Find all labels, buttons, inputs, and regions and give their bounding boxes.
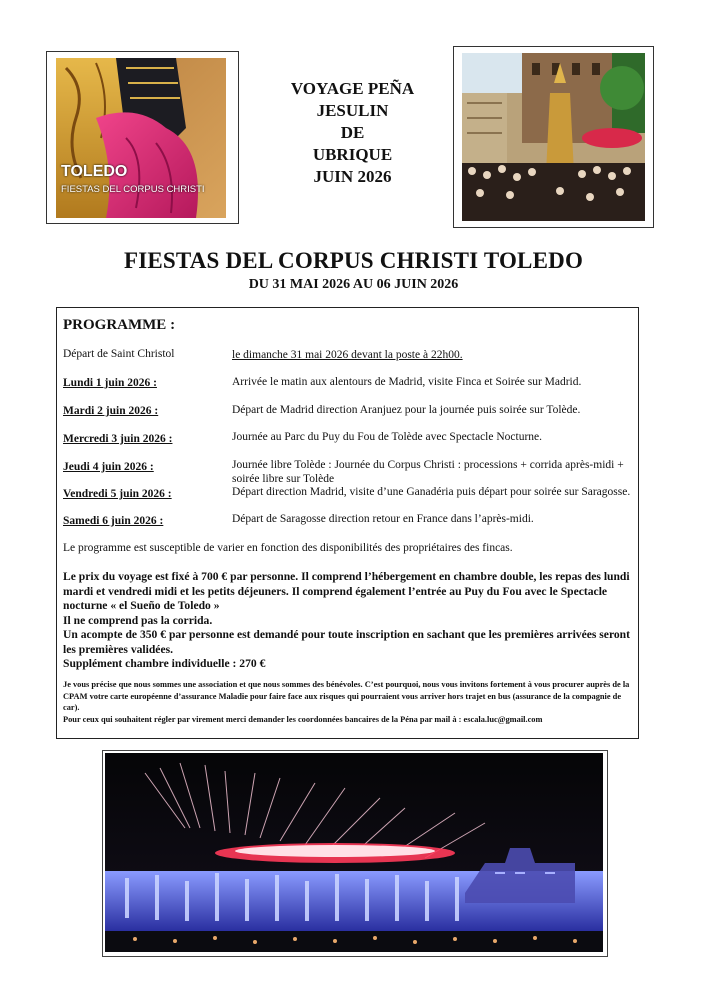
schedule-text: le dimanche 31 mai 2026 devant la poste à 22h00.: [232, 349, 463, 361]
trip-title-line: JUIN 2026: [313, 167, 392, 186]
schedule-label: Mercredi 3 juin 2026 :: [63, 433, 173, 445]
schedule-label: Jeudi 4 juin 2026 :: [63, 461, 154, 473]
schedule-label: Vendredi 5 juin 2026 :: [63, 488, 172, 500]
schedule-text: Départ de Saragosse direction retour en France dans l’après-midi.: [232, 513, 534, 525]
photo-caption: FIESTAS DEL CORPUS CHRISTI: [61, 184, 205, 195]
price-paragraph: Supplément chambre individuelle : 270 €: [63, 657, 266, 670]
schedule-label: Samedi 6 juin 2026 :: [63, 515, 164, 527]
schedule-label: Mardi 2 juin 2026 :: [63, 405, 159, 417]
photo-city-label: TOLEDO: [61, 163, 128, 180]
trip-title-line: UBRIQUE: [312, 145, 393, 164]
procession-image: [462, 53, 645, 221]
programme-note: Le programme est susceptible de varier en fonction des disponibilités des propriétaires des fincas.: [63, 542, 513, 554]
price-paragraph: Le prix du voyage est fixé à 700 € par personne. Il comprend l’hébergement en chambre double, les repas des lundi mardi et vendredi midi et les petits déjeuners. Il comprend également l’entrée au Puy du Fou avec le Spectacle nocturne « el Sueño de Toledo »: [63, 570, 630, 612]
fine-paragraph: Je vous précise que nous sommes une association et que nous sommes des bénévoles. C’est pourquoi, nous vous invitons fortement à vous procurer auprès de la CPAM votre carte européenne d’assurance Maladie pour faire face aux risques qui pourraient vous arriver hors trajet en bus (assurance de la compagnie de car).: [63, 680, 630, 712]
schedule-text: Arrivée le matin aux alentours de Madrid, visite Finca et Soirée sur Madrid.: [232, 376, 582, 388]
date-range: DU 31 MAI 2026 AU 06 JUIN 2026: [248, 277, 459, 292]
schedule-text: Journée libre Tolède : Journée du Corpus Christi : processions + corrida après-midi + soirée libre sur Tolède: [232, 459, 624, 485]
price-paragraph: Un acompte de 350 € par personne est demandé pour toute inscription en sachant que les premières arrivées seront les premières validées.: [63, 628, 630, 656]
main-title: FIESTAS DEL CORPUS CHRISTI TOLEDO: [123, 248, 584, 273]
schedule-text: Départ de Madrid direction Aranjuez pour la journée puis soirée sur Tolède.: [232, 404, 581, 416]
photo-night-show: [102, 750, 608, 957]
fine-paragraph: Pour ceux qui souhaitent régler par virement merci demander les coordonnées bancaires de la Péna par mail à : escala.luc@gmail.com: [63, 714, 543, 724]
photo-procession: [453, 46, 654, 228]
schedule-text: Journée au Parc du Puy du Fou de Tolède avec Spectacle Nocturne.: [232, 431, 543, 443]
schedule-text: Départ direction Madrid, visite d’une Ganadéria puis départ pour soirée sur Saragosse.: [232, 486, 631, 498]
programme-heading: PROGRAMME :: [63, 317, 176, 333]
fine-print: [63, 679, 633, 725]
night-show-image: [105, 753, 603, 952]
trip-title-line: VOYAGE PEÑA: [290, 79, 415, 98]
price-paragraph: Il ne comprend pas la corrida.: [63, 613, 213, 627]
schedule-label: Départ de Saint Christol: [63, 348, 175, 360]
price-info: [63, 570, 633, 672]
trip-title-line: DE: [340, 123, 365, 142]
photo-toledo-torero: [46, 51, 239, 224]
trip-title-line: JESULIN: [316, 101, 389, 120]
schedule-label: Lundi 1 juin 2026 :: [63, 377, 157, 389]
trip-title: [240, 78, 465, 188]
